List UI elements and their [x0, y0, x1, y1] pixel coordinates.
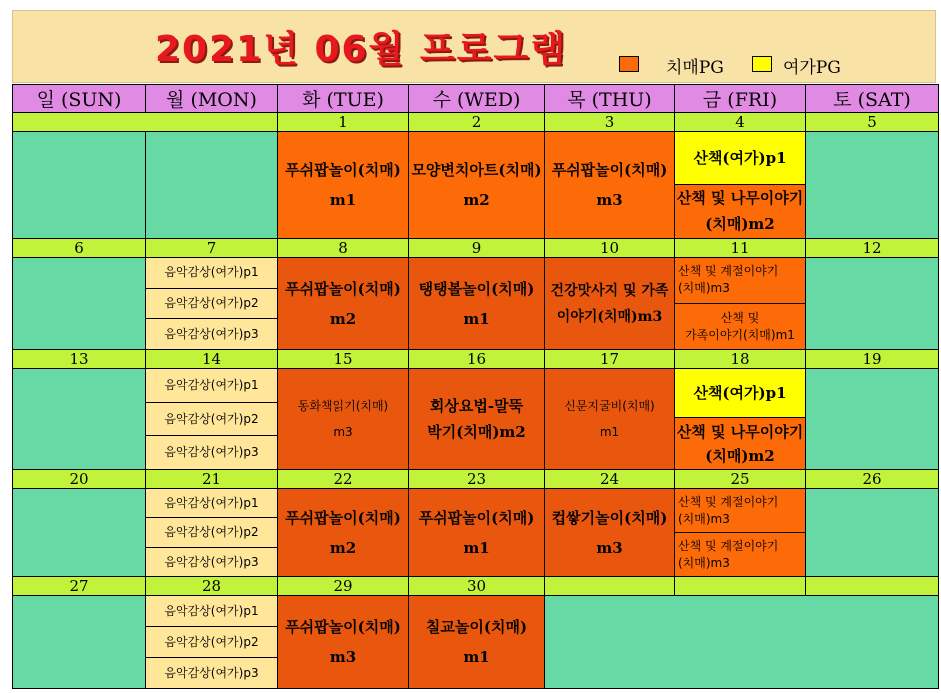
program-slot: 산책 및 계절이야기 (치매)m3 [675, 533, 805, 576]
calendar-title: 2021년 06월 프로그램 [155, 29, 568, 70]
date-cell: 22 [278, 469, 409, 488]
date-cell: 9 [409, 238, 545, 257]
date-cell-empty [545, 577, 675, 596]
program-row-week4 [13, 488, 939, 576]
program-slot: 음악감상(여가)p2 [146, 403, 277, 437]
program-cell: 푸쉬팝놀이(치매) m3 [278, 596, 409, 689]
program-cell-split [675, 257, 806, 349]
program-cell: 푸쉬팝놀이(치매) m1 [409, 488, 545, 576]
empty-cell [806, 257, 939, 349]
date-cell: 4 [675, 113, 806, 132]
program-cell-split [675, 132, 806, 239]
date-cell: 17 [545, 350, 675, 369]
program-slot: 산책 및 계절이야기 (치매)m3 [675, 258, 805, 304]
program-cell: 푸쉬팝놀이(치매) m2 [278, 488, 409, 576]
program-slot: 음악감상(여가)p3 [146, 548, 277, 576]
program-cell: 푸쉬팝놀이(치매) m1 [278, 132, 409, 239]
program-slot: 산책 및 나무이야기 (치매)m2 [675, 418, 805, 468]
date-cell: 6 [13, 238, 146, 257]
date-cell: 24 [545, 469, 675, 488]
legend-leisure-swatch [752, 56, 772, 72]
program-slot: 음악감상(여가)p2 [146, 518, 277, 547]
program-cell: 건강맛사지 및 가족 이야기(치매)m3 [545, 257, 675, 349]
program-row-week5 [13, 596, 939, 689]
program-cell-split [146, 257, 278, 349]
program-slot: 산책(여가)p1 [675, 369, 805, 418]
date-cell-empty [13, 113, 278, 132]
date-cell: 13 [13, 350, 146, 369]
program-row-week1 [13, 132, 939, 239]
date-cell: 11 [675, 238, 806, 257]
program-slot: 음악감상(여가)p1 [146, 258, 277, 289]
program-slot: 산책 및 나무이야기 (치매)m2 [675, 185, 805, 238]
program-row-week3 [13, 369, 939, 469]
date-row-week5 [13, 577, 939, 596]
program-cell: 동화책읽기(치매) m3 [278, 369, 409, 469]
program-slot: 산책 및 가족이야기(치매)m1 [675, 304, 805, 349]
program-cell: 탱탱볼놀이(치매) m1 [409, 257, 545, 349]
date-cell: 28 [146, 577, 278, 596]
date-cell: 29 [278, 577, 409, 596]
date-cell: 3 [545, 113, 675, 132]
program-slot: 음악감상(여가)p1 [146, 369, 277, 403]
weekday-thu: 목 (THU) [545, 85, 675, 113]
date-cell: 23 [409, 469, 545, 488]
date-cell: 12 [806, 238, 939, 257]
legend-dementia-label: 치매PG [666, 58, 724, 78]
date-cell: 25 [675, 469, 806, 488]
calendar-header [12, 10, 936, 83]
empty-cell [13, 132, 146, 239]
date-cell: 10 [545, 238, 675, 257]
empty-cell [13, 369, 146, 469]
empty-cell [545, 596, 939, 689]
program-cell-split [146, 596, 278, 689]
date-cell: 1 [278, 113, 409, 132]
date-cell: 16 [409, 350, 545, 369]
program-cell: 신문지굴비(치매) m1 [545, 369, 675, 469]
program-slot: 음악감상(여가)p3 [146, 319, 277, 349]
program-row-week2 [13, 257, 939, 349]
program-slot: 음악감상(여가)p1 [146, 596, 277, 627]
date-cell: 7 [146, 238, 278, 257]
program-slot: 산책 및 계절이야기 (치매)m3 [675, 489, 805, 533]
program-slot: 음악감상(여가)p1 [146, 489, 277, 518]
empty-cell [806, 369, 939, 469]
program-slot: 산책(여가)p1 [675, 132, 805, 185]
empty-cell [13, 488, 146, 576]
date-cell: 20 [13, 469, 146, 488]
date-cell: 2 [409, 113, 545, 132]
weekday-fri: 금 (FRI) [675, 85, 806, 113]
program-slot: 음악감상(여가)p3 [146, 658, 277, 688]
program-cell: 컵쌓기놀이(치매) m3 [545, 488, 675, 576]
legend-leisure-label: 여가PG [783, 58, 841, 78]
date-cell: 19 [806, 350, 939, 369]
calendar-grid [12, 84, 939, 689]
date-row-week2 [13, 238, 939, 257]
date-cell: 26 [806, 469, 939, 488]
date-cell: 18 [675, 350, 806, 369]
date-row-week1 [13, 113, 939, 132]
weekday-tue: 화 (TUE) [278, 85, 409, 113]
empty-cell [13, 257, 146, 349]
program-cell-split [675, 488, 806, 576]
empty-cell [806, 488, 939, 576]
date-cell: 15 [278, 350, 409, 369]
program-cell-split [146, 369, 278, 469]
date-cell: 5 [806, 113, 939, 132]
weekday-sun: 일 (SUN) [13, 85, 146, 113]
date-cell-empty [806, 577, 939, 596]
program-cell: 회상요법-말뚝 박기(치매)m2 [409, 369, 545, 469]
date-cell: 14 [146, 350, 278, 369]
program-slot: 음악감상(여가)p2 [146, 627, 277, 658]
date-row-week3 [13, 350, 939, 369]
date-row-week4 [13, 469, 939, 488]
program-cell: 푸쉬팝놀이(치매) m2 [278, 257, 409, 349]
empty-cell [806, 132, 939, 239]
weekday-header-row [13, 85, 939, 113]
date-cell-empty [675, 577, 806, 596]
legend-dementia-swatch [619, 56, 639, 72]
program-cell: 칠교놀이(치매) m1 [409, 596, 545, 689]
weekday-wed: 수 (WED) [409, 85, 545, 113]
date-cell: 8 [278, 238, 409, 257]
date-cell: 30 [409, 577, 545, 596]
program-slot: 음악감상(여가)p2 [146, 289, 277, 320]
program-cell: 푸쉬팝놀이(치매) m3 [545, 132, 675, 239]
program-cell-split [675, 369, 806, 469]
empty-cell [146, 132, 278, 239]
program-cell-split [146, 488, 278, 576]
empty-cell [13, 596, 146, 689]
date-cell: 27 [13, 577, 146, 596]
date-cell: 21 [146, 469, 278, 488]
weekday-sat: 토 (SAT) [806, 85, 939, 113]
program-slot: 음악감상(여가)p3 [146, 436, 277, 469]
weekday-mon: 월 (MON) [146, 85, 278, 113]
program-cell: 모양변치아트(치매) m2 [409, 132, 545, 239]
